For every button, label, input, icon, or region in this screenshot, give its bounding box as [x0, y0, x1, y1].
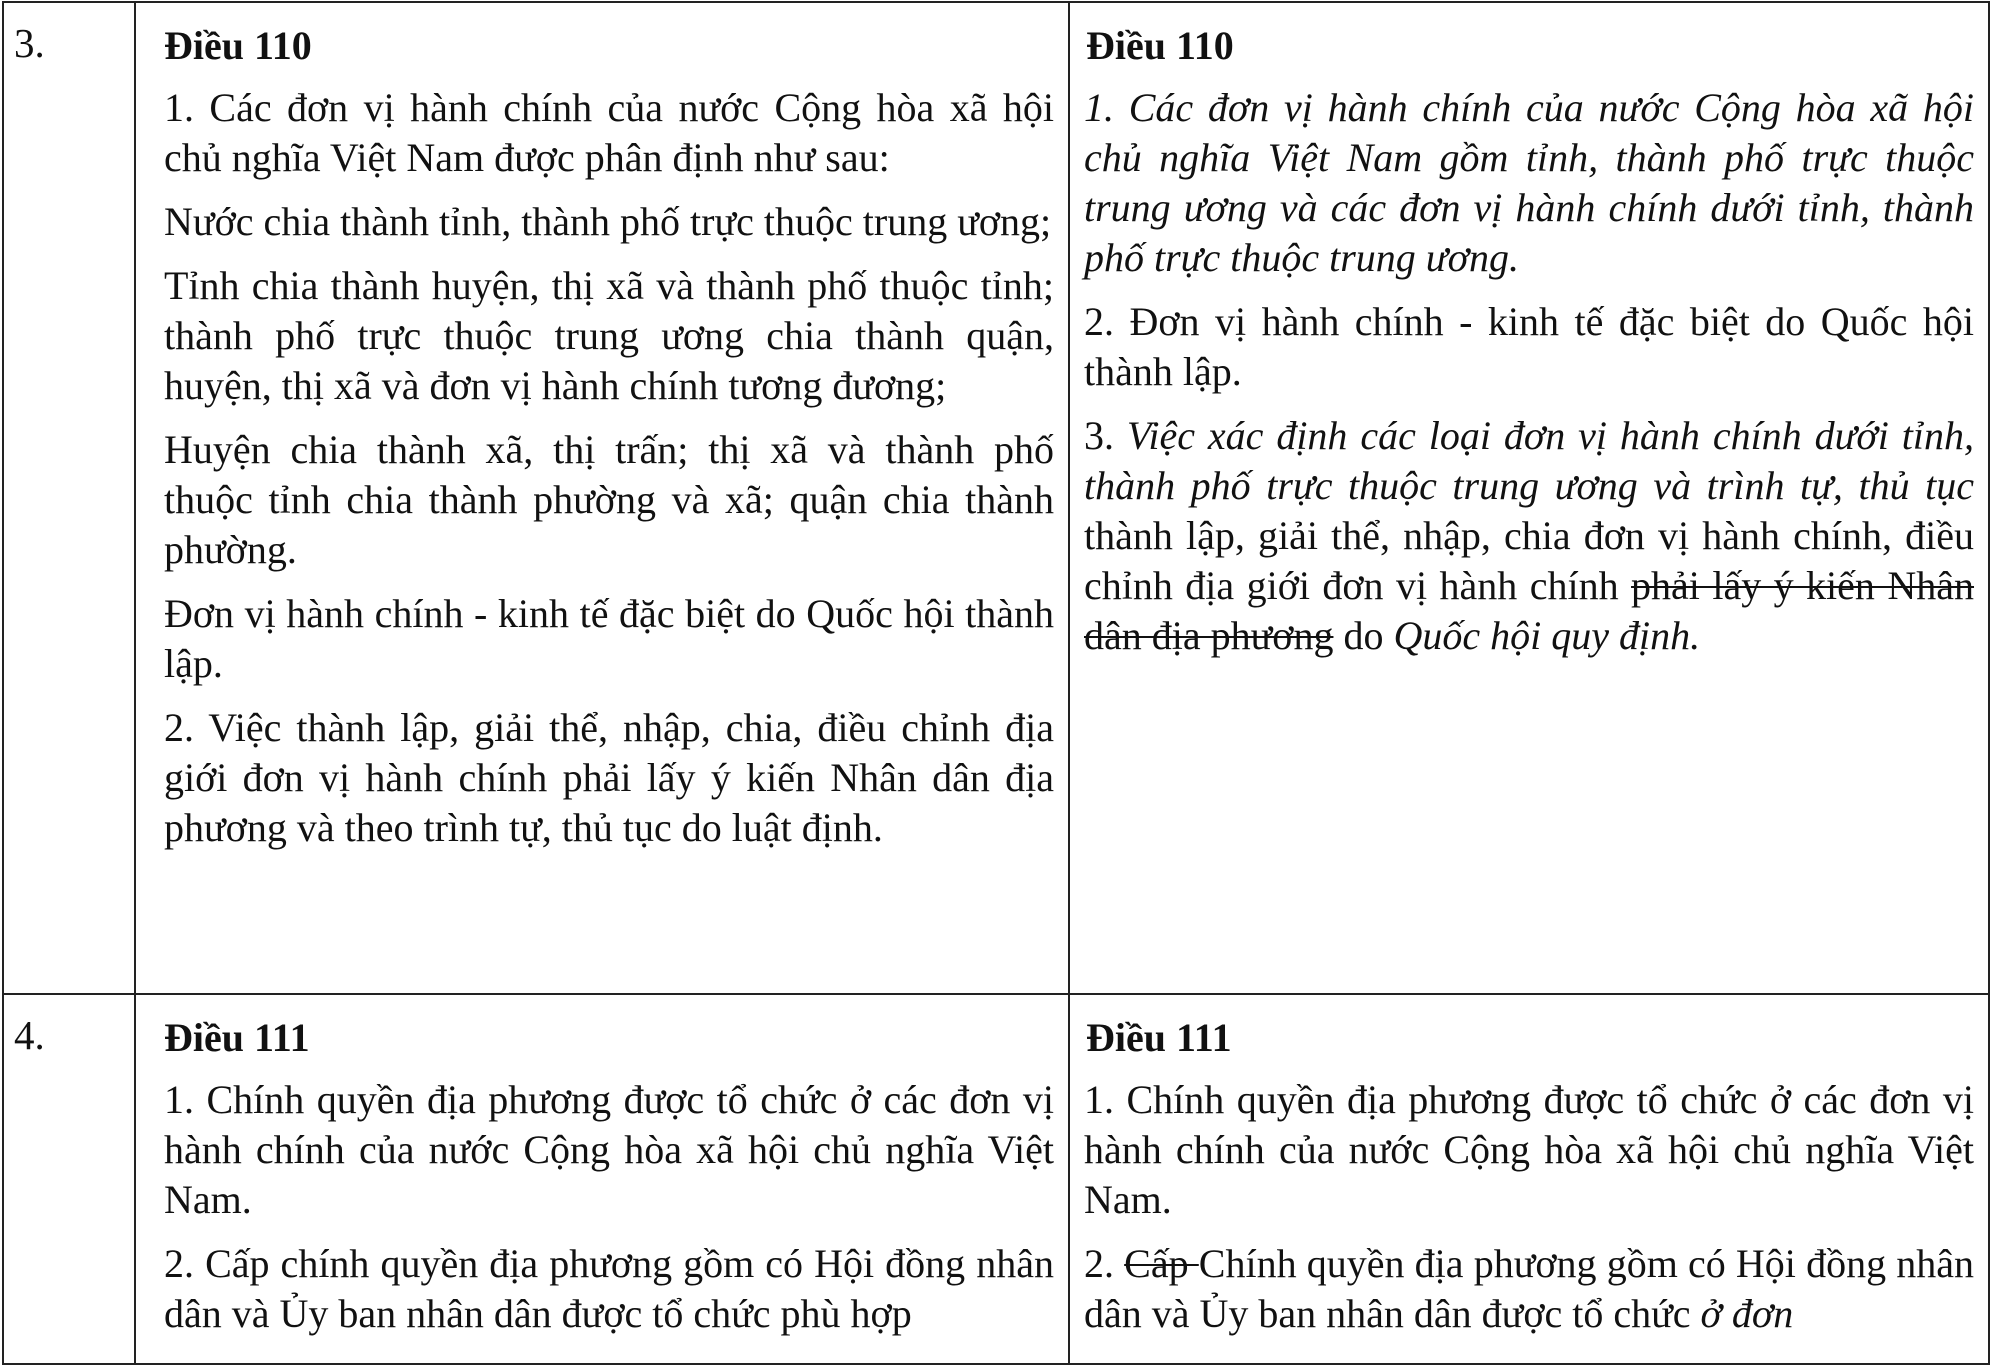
article-title: Điều 111 [164, 1015, 310, 1060]
paragraph: 1. Chính quyền địa phương được tổ chức ở các đơn vị hành chính của nước Cộng hòa xã hội chủ nghĩa Việt Nam. [1084, 1077, 1974, 1222]
article-title: Điều 111 [1086, 1015, 1232, 1060]
paragraph: 1. Chính quyền địa phương được tổ chức ở các đơn vị hành chính của nước Cộng hòa xã hội chủ nghĩa Việt Nam. [164, 1077, 1054, 1222]
clause-number: 2. [1084, 1241, 1125, 1286]
amended-text: Quốc hội quy định [1393, 613, 1691, 658]
article-title: Điều 110 [1086, 23, 1234, 68]
paragraph: Tỉnh chia thành huyện, thị xã và thành phố thuộc tỉnh; thành phố trực thuộc trung ương chia thành quận, huyện, thị xã và đơn vị hành chính tương đương; [164, 263, 1054, 408]
amended-text: Việc xác định các loại đơn vị hành chính dưới tỉnh, thành phố trực thuộc trung ương và trình tự, thủ tục [1084, 413, 1974, 508]
paragraph: 2. Đơn vị hành chính - kinh tế đặc biệt do Quốc hội thành lập. [1084, 299, 1974, 394]
article-title: Điều 110 [164, 23, 312, 68]
paragraph: 2. Việc thành lập, giải thể, nhập, chia, điều chỉnh địa giới đơn vị hành chính phải lấy ý kiến Nhân dân địa phương và theo trình tự, thủ tục do luật định. [164, 705, 1054, 850]
text-run: thành lập, giải thể, nhập, chia đơn vị hành chính, điều chỉnh địa giới đơn vị hành chính [1084, 513, 1974, 608]
text-run: do [1333, 613, 1394, 658]
paragraph: Huyện chia thành xã, thị trấn; thị xã và thành phố thuộc tỉnh chia thành phường và xã; quận chia thành phường. [164, 427, 1054, 572]
table-row [3, 2, 1989, 994]
old-text-cell [135, 994, 1069, 1364]
new-text-cell [1069, 994, 1989, 1364]
deleted-text: phải lấy ý kiến Nhân dân địa phương [1084, 563, 1975, 658]
clause-number: 3. [1084, 413, 1127, 458]
paragraph: Đơn vị hành chính - kinh tế đặc biệt do Quốc hội thành lập. [164, 591, 1054, 686]
row-number: 4. [3, 994, 135, 1364]
paragraph [1084, 411, 1974, 661]
comparison-table [2, 1, 1990, 1365]
paragraph: 2. Cấp chính quyền địa phương gồm có Hội đồng nhân dân và Ủy ban nhân dân được tổ chức phù hợp [164, 1241, 1054, 1336]
row-number: 3. [3, 2, 135, 994]
paragraph [1084, 1239, 1974, 1339]
new-text-cell [1069, 2, 1989, 994]
deleted-text: Cấp [1124, 1241, 1199, 1286]
amended-text: ở đơn [1700, 1291, 1794, 1336]
paragraph: Nước chia thành tỉnh, thành phố trực thuộc trung ương; [164, 199, 1052, 244]
paragraph: 1. Các đơn vị hành chính của nước Cộng hòa xã hội chủ nghĩa Việt Nam được phân định như sau: [164, 85, 1054, 180]
text-run: Chính quyền địa phương gồm có Hội đồng nhân dân và Ủy ban nhân dân được tổ chức [1084, 1241, 1974, 1336]
old-text-cell [135, 2, 1069, 994]
text-run: . [1690, 613, 1701, 658]
table-row [3, 994, 1989, 1364]
paragraph: 1. Các đơn vị hành chính của nước Cộng hòa xã hội chủ nghĩa Việt Nam gồm tỉnh, thành phố trực thuộc trung ương và các đơn vị hành chính dưới tỉnh, thành phố trực thuộc trung ương. [1084, 85, 1974, 280]
